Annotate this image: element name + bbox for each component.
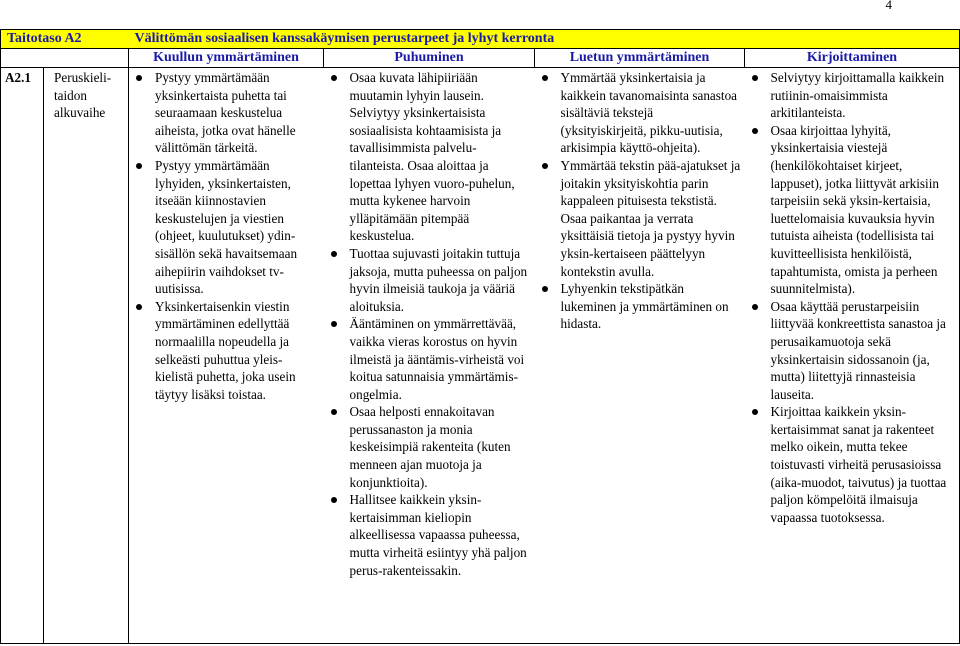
bullet-item	[129, 157, 320, 298]
bullet-item	[535, 69, 741, 157]
bullet-icon	[542, 75, 548, 81]
bullet-text: Selviytyy kirjoittamalla kaikkein rutiinin-omaisimmista arkitilanteista.	[770, 70, 945, 121]
bullet-item	[324, 403, 531, 491]
bullet-item	[535, 280, 741, 333]
bullet-text: Kirjoittaa kaikkein yksin-kertaisimmat sanat ja rakenteet melko oikein, mutta tekee toistuvasti virheitä perusasioissa (aika-muodot, taivutus) ja tuottaa paljon kömpelöitä ilmaisuja vapaassa tuotoksessa.	[770, 404, 947, 525]
page-number: 4	[885, 0, 892, 12]
listening-list	[129, 69, 320, 403]
listening-cell	[129, 68, 324, 644]
bullet-text: Ymmärtää yksinkertaisia ja kaikkein tavanomaisinta sanastoa sisältäviä tekstejä (yksityiskirjeitä, pikku-uutisia, arkisimpia käyttö-ohjeita).	[560, 70, 738, 156]
proficiency-table	[0, 29, 960, 644]
level-row	[1, 68, 960, 644]
bullet-text: Osaa helposti ennakoitavan perussanaston ja monia keskeisimpiä rakenteita (kuten menneen ajan muotoja ja konjunktioita).	[349, 404, 511, 490]
bullet-icon	[752, 75, 758, 81]
bullet-icon	[752, 304, 758, 310]
header-reading: Luetun ymmärtäminen	[535, 49, 745, 68]
bullet-item	[745, 403, 956, 526]
level-label: Taitotaso A2	[1, 30, 129, 49]
bullet-text: Osaa kuvata lähipiiriään muutamin lyhyin lausein. Selviytyy yksinkertaisista sosiaalisista kohtaamisista ja tavallisimmista palvelu-tilanteista. Osaa aloittaa ja lopettaa lyhyen vuoro-puhelun, mutta kykenee harvoin ylläpitämään pitempää keskustelua.	[349, 70, 515, 244]
bullet-text: Pystyy ymmärtämään lyhyiden, yksinkertaisten, itseään kiinnostavien keskustelujen ja viestien (ohjeet, kuulutukset) ydin-sisällön sekä havaitsemaan aihepiirin vaihdokset tv-uutisissa.	[155, 157, 298, 297]
bullet-icon	[752, 128, 758, 134]
bullet-icon	[331, 321, 337, 327]
row-label-text: Peruskieli- taidon alkuvaihe	[54, 70, 112, 121]
bullet-icon	[331, 409, 337, 415]
bullet-icon	[136, 75, 142, 81]
bullet-icon	[136, 163, 142, 169]
bullet-text: Hallitsee kaikkein yksin-kertaisimman kieliopin alkeellisessa vapaassa puheessa, mutta virheitä esiintyy yhä paljon perus-rakenteissakin.	[349, 492, 527, 578]
bullet-icon	[331, 251, 337, 257]
bullet-text: Lyhyenkin tekstipätkän lukeminen ja ymmärtäminen on hidasta.	[560, 281, 729, 332]
header-speaking: Puhuminen	[324, 49, 535, 68]
writing-list	[745, 69, 956, 526]
speaking-list	[324, 69, 531, 579]
column-header-row	[1, 49, 960, 68]
bullet-icon	[542, 163, 548, 169]
level-title: Välittömän sosiaalisen kanssakäymisen perustarpeet ja lyhyt kerronta	[129, 30, 960, 49]
bullet-text: Ääntäminen on ymmärrettävää, vaikka vieras korostus on hyvin ilmeistä ja ääntämis-virheistä voi koitua satunnaisia ymmärtämis-ongelmia.	[349, 316, 525, 402]
header-writing: Kirjoittaminen	[745, 49, 960, 68]
bullet-text: Osaa kirjoittaa lyhyitä, yksinkertaisia viestejä (henkilökohtaiset kirjeet, lappuset), jotka liittyvät arkisiin tarpeisiin sekä yksin-kertaisia, luettelomaisia kuvauksia hyvin tutuista aiheista (todellisista tai kuvitteellisista henkilöistä, tapahtumista, omista ja perheen suunnitelmista).	[770, 122, 939, 297]
bullet-item	[745, 298, 956, 404]
bullet-item	[745, 69, 956, 122]
level-title-row	[1, 30, 960, 49]
bullet-icon	[752, 409, 758, 415]
bullet-icon	[331, 497, 337, 503]
bullet-text: Pystyy ymmärtämään yksinkertaista puhetta tai seuraamaan keskustelua aiheista, jotka ovat hänelle välittömän tärkeitä.	[155, 70, 296, 156]
bullet-item	[324, 315, 531, 403]
reading-list	[535, 69, 741, 333]
bullet-item	[745, 122, 956, 298]
writing-cell	[745, 68, 960, 644]
header-empty	[1, 49, 129, 68]
row-code: A2.1	[1, 68, 44, 644]
row-label	[44, 68, 129, 644]
bullet-text: Tuottaa sujuvasti joitakin tuttuja jaksoja, mutta puheessa on paljon hyvin ilmeisiä taukoja ja vääriä aloituksia.	[349, 245, 528, 314]
bullet-icon	[542, 286, 548, 292]
bullet-item	[324, 491, 531, 579]
reading-cell	[535, 68, 745, 644]
header-listening: Kuullun ymmärtäminen	[129, 49, 324, 68]
bullet-item	[324, 245, 531, 315]
bullet-item	[129, 298, 320, 404]
bullet-text: Ymmärtää tekstin pää-ajatukset ja joitakin yksityiskohtia parin kappaleen pituisesta tekstistä. Osaa paikantaa ja verrata yksittäisiä tietoja ja pystyy hyvin yksin-kertaiseen päättelyyn kontekstin avulla.	[560, 157, 741, 279]
bullet-icon	[331, 75, 337, 81]
speaking-cell	[324, 68, 535, 644]
bullet-icon	[136, 304, 142, 310]
bullet-text: Osaa käyttää perustarpeisiin liittyvää konkreettista sanastoa ja perusaikamuotoja sekä yksinkertaisin sidossanoin (ja, mutta) liitettyjä rinnasteisia lauseita.	[770, 298, 946, 402]
bullet-text: Yksinkertaisenkin viestin ymmärtäminen edellyttää normaalilla nopeudella ja selkeästi puhuttua yleis-kielistä puhetta, joka usein täytyy lisäksi toistaa.	[155, 298, 296, 402]
bullet-item	[324, 69, 531, 245]
bullet-item	[535, 157, 741, 280]
bullet-item	[129, 69, 320, 157]
